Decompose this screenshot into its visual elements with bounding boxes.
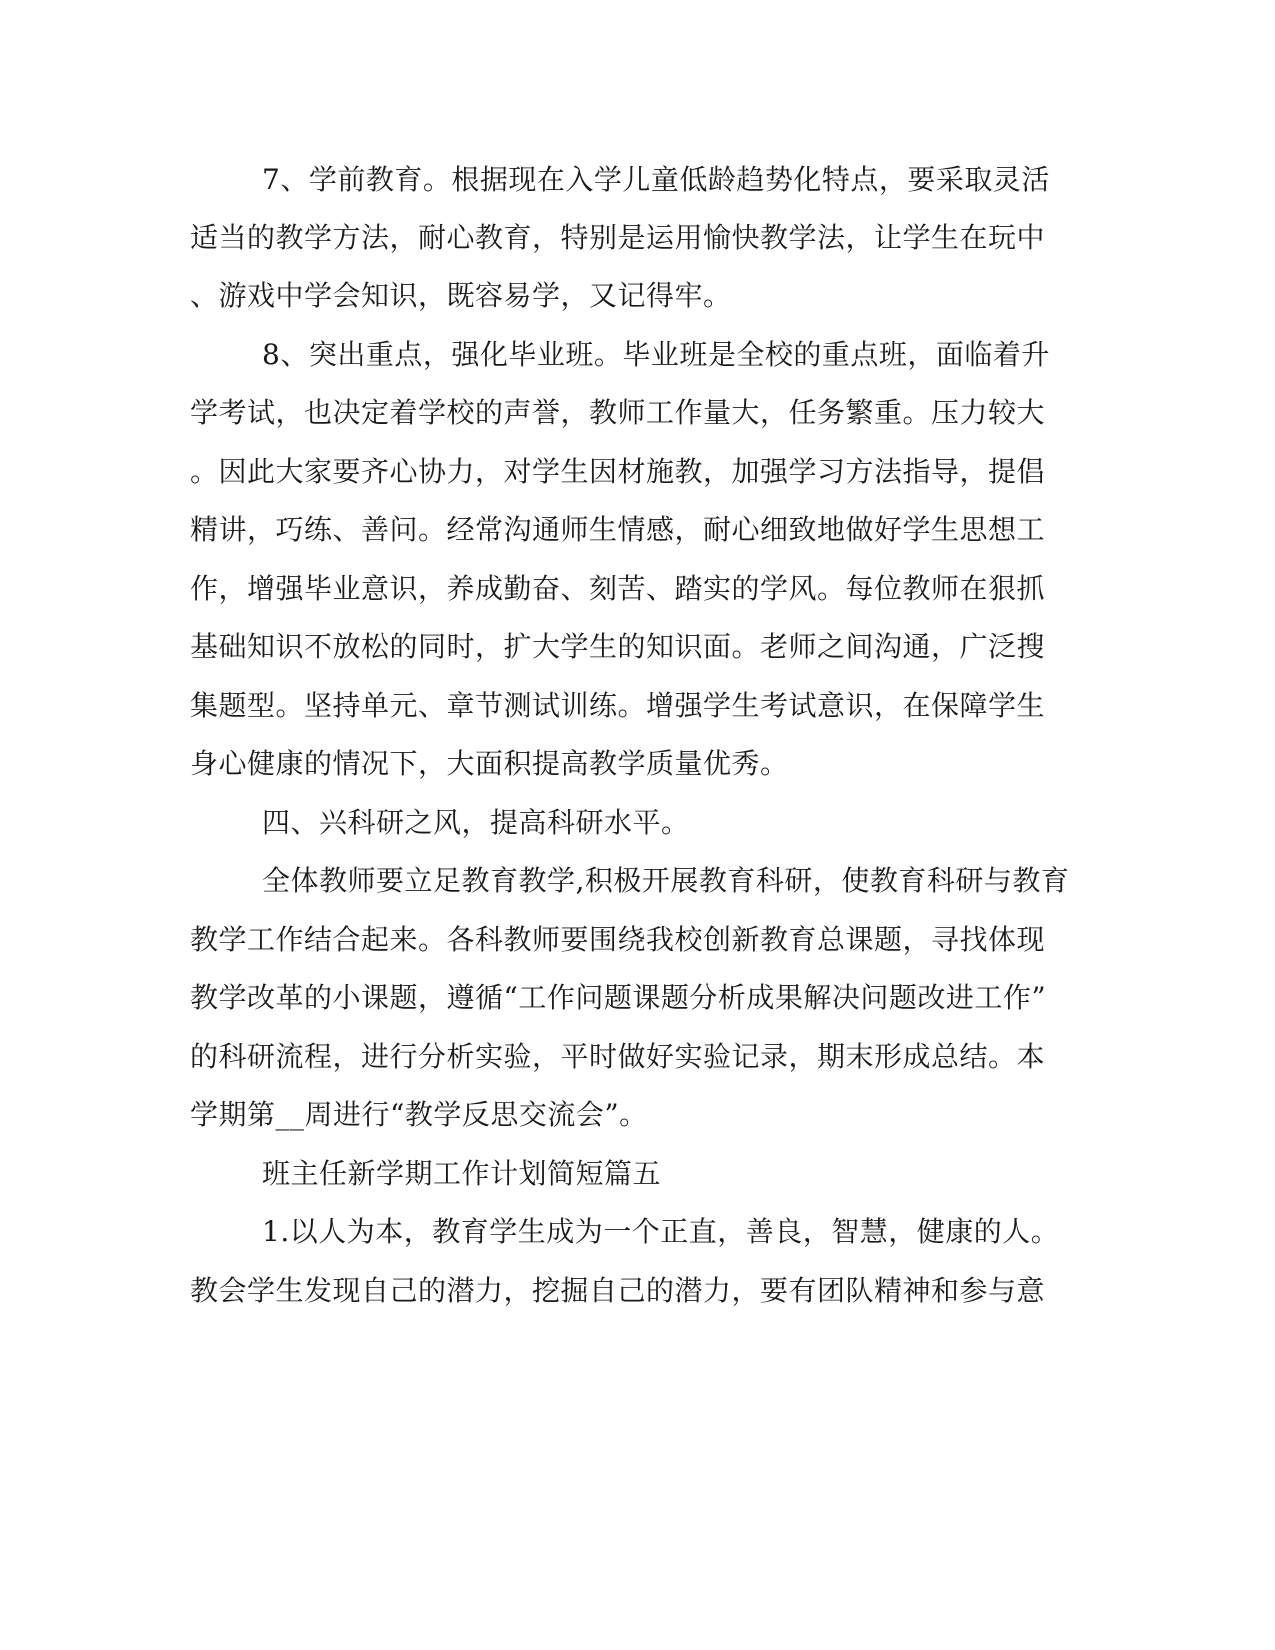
text-line: 基础知识不放松的同时，扩大学生的知识面。老师之间沟通，广泛搜 bbox=[190, 630, 1046, 663]
text-line: 全体教师要立足教育教学,积极开展教育科研，使教育科研与教育 bbox=[262, 864, 1070, 897]
text-line: 教会学生发现自己的潜力，挖掘自己的潜力，要有团队精神和参与意 bbox=[190, 1274, 1046, 1307]
text-line: 精讲，巧练、善问。经常沟通师生情感，耐心细致地做好学生思想工 bbox=[190, 513, 1046, 546]
text-line: 教学改革的小课题，遵循“工作问题课题分析成果解决问题改进工作” bbox=[190, 981, 1047, 1014]
section-heading: 四、兴科研之风，提高科研水平。 bbox=[262, 806, 690, 839]
text-line: 1.以人为本，教育学生成为一个正直，善良，智慧，健康的人。 bbox=[262, 1215, 1060, 1248]
text-line: 。因此大家要齐心协力，对学生因材施教，加强学习方法指导，提倡 bbox=[190, 455, 1046, 488]
text-line: 学期第__周进行“教学反思交流会”。 bbox=[190, 1098, 648, 1131]
text-line: 作，增强毕业意识，养成勤奋、刻苦、踏实的学风。每位教师在狠抓 bbox=[190, 572, 1046, 605]
text-line: 适当的教学方法，耐心教育，特别是运用愉快教学法，让学生在玩中 bbox=[190, 221, 1046, 254]
text-line: 8、突出重点，强化毕业班。毕业班是全校的重点班，面临着升 bbox=[262, 338, 1050, 371]
section-heading: 班主任新学期工作计划简短篇五 bbox=[262, 1157, 662, 1190]
text-line: 的科研流程，进行分析实验，平时做好实验记录，期末形成总结。本 bbox=[190, 1040, 1046, 1073]
text-line: 集题型。坚持单元、章节测试训练。增强学生考试意识，在保障学生 bbox=[190, 689, 1046, 722]
text-line: 7、学前教育。根据现在入学儿童低龄趋势化特点，要采取灵活 bbox=[262, 163, 1050, 196]
text-line: 学考试，也决定着学校的声誉，教师工作量大，任务繁重。压力较大 bbox=[190, 396, 1046, 429]
text-line: 身心健康的情况下，大面积提高教学质量优秀。 bbox=[190, 747, 789, 780]
text-line: 、游戏中学会知识，既容易学，又记得牢。 bbox=[190, 279, 732, 312]
text-line: 教学工作结合起来。各科教师要围绕我校创新教育总课题，寻找体现 bbox=[190, 923, 1046, 956]
